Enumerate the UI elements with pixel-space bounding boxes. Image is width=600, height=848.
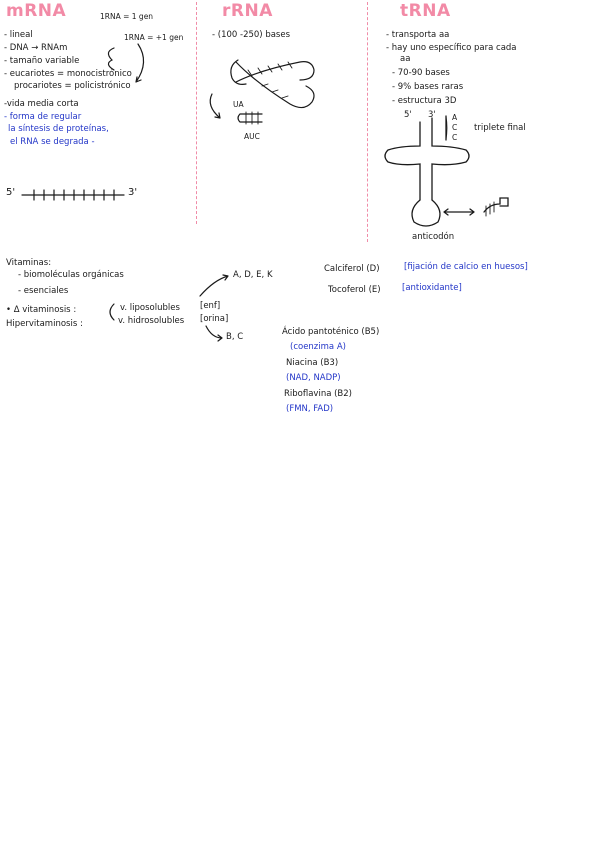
trna-line-5: - 9% bases raras (392, 82, 464, 92)
vitaminas-hidro-note: [orina] (200, 314, 229, 324)
vitaminas-line-2: - esenciales (18, 286, 69, 296)
mrna-line-6: -vida media corta (4, 99, 79, 109)
vitaminas-lipo-list: A, D, E, K (233, 270, 273, 280)
mrna-strand-3: 3' (128, 187, 138, 198)
niacina-note: (NAD, NADP) (286, 373, 341, 383)
mrna-line-2: - DNA → RNAm (4, 43, 68, 53)
rrna-label-ua: UA (233, 100, 244, 109)
trna-line-3: aa (400, 54, 411, 64)
niacina: Niacina (B3) (286, 358, 339, 368)
trna-structure (385, 116, 508, 226)
rrna-line-1: - (100 -250) bases (212, 30, 291, 40)
trna-line-2: - hay uno específico para cada (386, 43, 517, 53)
mrna-line-4: - eucariotes = monocistrónico (4, 69, 132, 79)
trna-triplet-label: triplete final (474, 123, 526, 133)
vitaminas-lipo-note: [enf] (200, 301, 221, 311)
mrna-title: mRNA (6, 1, 67, 21)
trna-anticodon-label: anticodón (412, 232, 455, 242)
tocoferol: Tocoferol (E) (328, 285, 381, 295)
trna-line-4: - 70-90 bases (392, 68, 450, 78)
rrna-label-auc: AUC (244, 132, 260, 141)
mrna-blue-2: la síntesis de proteínas, (8, 124, 109, 134)
trna-line-6: - estructura 3D (392, 96, 457, 106)
mrna-line-1: - lineal (4, 30, 33, 40)
vitaminas-hidro-list: B, C (226, 332, 244, 342)
mrna-blue-3: el RNA se degrada - (10, 137, 95, 147)
vitaminas-hidro: v. hidrosolubles (118, 316, 185, 326)
rrna-title: rRNA (222, 1, 273, 21)
trna-line-1: - transporta aa (386, 30, 450, 40)
vitaminas-title: Vitaminas: (6, 258, 52, 268)
vitaminas-avit: • Δ vitaminosis : (6, 305, 77, 315)
trna-title: tRNA (400, 1, 451, 21)
mrna-note-mid: 1RNA = +1 gen (124, 33, 184, 42)
vit-arrow-lipo (200, 275, 228, 296)
mrna-line-3: - tamaño variable (4, 56, 80, 66)
mrna-line-5: procariotes = policistrónico (14, 81, 131, 91)
mrna-note-top: 1RNA = 1 gen (100, 12, 154, 21)
calciferol: Calciferol (D) (324, 264, 380, 274)
vit-arrow-hidro (206, 326, 222, 341)
tocoferol-note: [antioxidante] (402, 283, 462, 293)
pantotenico-note: (coenzima A) (290, 342, 346, 352)
trna-cca-1: A (452, 113, 458, 122)
riboflavina: Riboflavina (B2) (284, 389, 352, 399)
riboflavina-note: (FMN, FAD) (286, 404, 334, 414)
trna-cca-2: C (452, 123, 458, 132)
mrna-arrow (136, 44, 144, 82)
pantotenico: Ácido pantoténico (B5) (282, 327, 380, 337)
vitaminas-lipo: v. liposolubles (120, 303, 180, 313)
vit-brace (110, 304, 114, 320)
calciferol-note: [fijación de calcio en huesos] (404, 262, 528, 272)
trna-cca-3: C (452, 133, 458, 142)
mrna-blue-1: - forma de regular (4, 112, 82, 122)
mrna-brace (108, 48, 114, 70)
mrna-strand-5: 5' (6, 187, 16, 198)
vitaminas-line-1: - biomoléculas orgánicas (18, 270, 124, 280)
trna-label-5: 5' (404, 110, 412, 120)
vitaminas-hiper: Hipervitaminosis : (6, 319, 83, 329)
rrna-structure (210, 60, 314, 124)
trna-label-3: 3' (428, 110, 436, 120)
